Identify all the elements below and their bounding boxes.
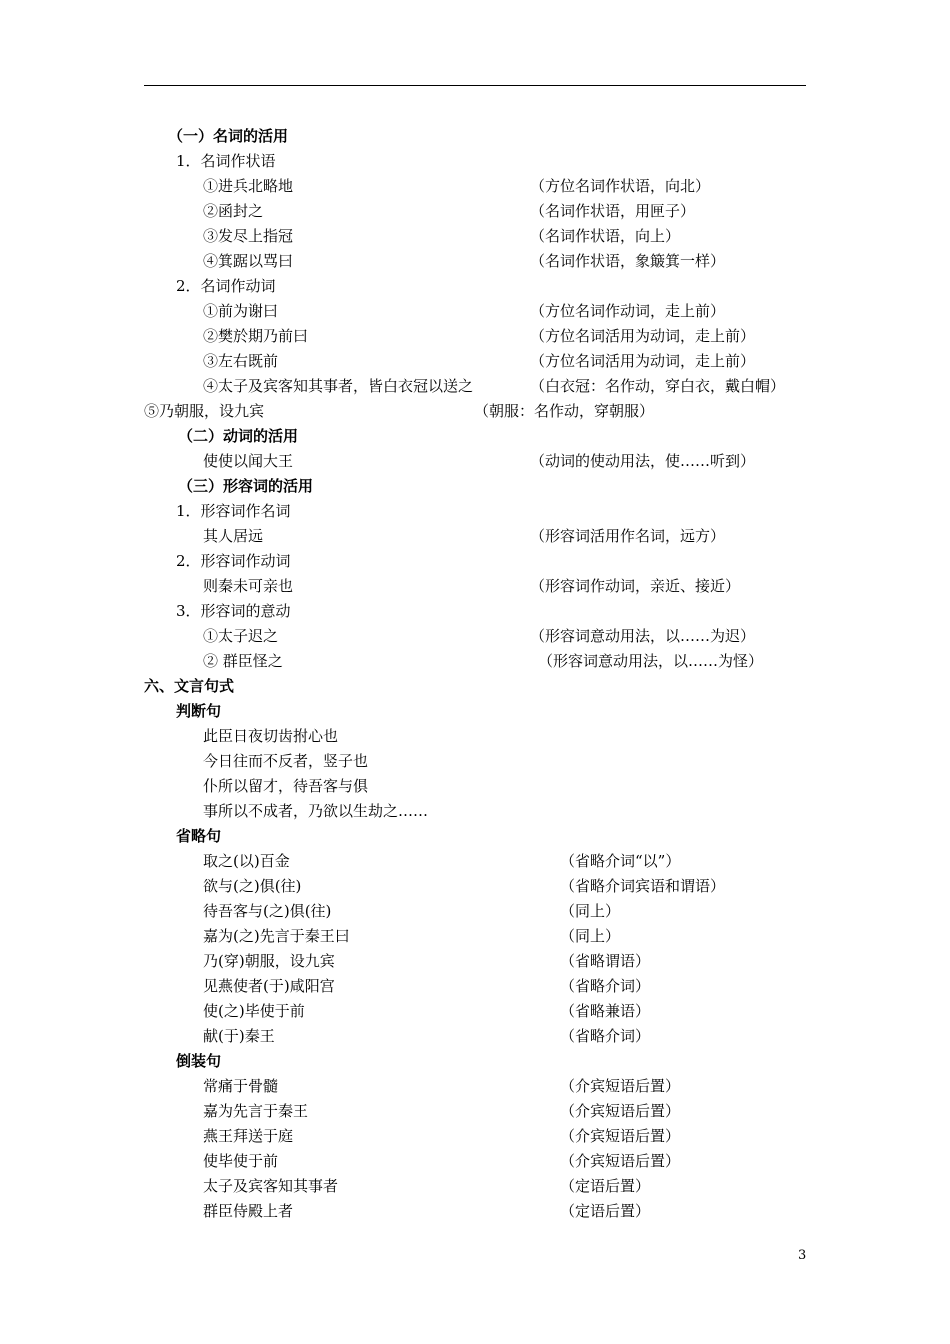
example-line: ②樊於期乃前曰 (203, 327, 309, 345)
adjective-conative-subheading: 3．形容词的意动 (176, 602, 291, 620)
header-rule (144, 85, 806, 86)
example-note: （方位名词作状语，向北） (530, 177, 711, 195)
example-line: 使使以闻大王 (203, 452, 294, 470)
example-line: ②函封之 (203, 202, 264, 220)
example-line: ①前为谢曰 (203, 302, 279, 320)
example-note: （方位名词活用为动词，走上前） (530, 327, 756, 345)
page-number: 3 (798, 1248, 807, 1263)
example-line: 常痛于骨髓 (203, 1077, 279, 1095)
example-note: （省略介词宾语和谓语） (560, 877, 726, 895)
example-note: （介宾短语后置） (560, 1102, 681, 1120)
example-note: （省略介词） (560, 1027, 651, 1045)
example-note: （定语后置） (560, 1202, 651, 1220)
example-note: （名词作状语，用匣子） (530, 202, 696, 220)
example-line: 此臣日夜切齿拊心也 (203, 727, 339, 745)
example-line: ③发尽上指冠 (203, 227, 294, 245)
example-note: （介宾短语后置） (560, 1077, 681, 1095)
example-note: （朝服：名作动，穿朝服） (474, 402, 655, 420)
example-line: 仆所以留才，待吾客与俱 (203, 777, 369, 795)
judgment-sentence-heading: 判断句 (176, 702, 222, 720)
syntax-heading: 六、文言句式 (144, 677, 235, 695)
example-line: 取之(以)百金 (203, 852, 290, 870)
inverted-sentence-heading: 倒装句 (176, 1052, 222, 1070)
example-note: （省略介词“以”） (560, 852, 681, 870)
example-note: （白衣冠：名作动，穿白衣，戴白帽） (530, 377, 786, 395)
example-note: （形容词活用作名词，远方） (530, 527, 726, 545)
noun-verb-subheading: 2．名词作动词 (176, 277, 276, 295)
example-note: （定语后置） (560, 1177, 651, 1195)
example-note: （省略介词） (560, 977, 651, 995)
example-note: （方位名词活用为动词，走上前） (530, 352, 756, 370)
example-note: （同上） (560, 927, 621, 945)
adjective-verb-subheading: 2．形容词作动词 (176, 552, 291, 570)
example-note: （同上） (560, 902, 621, 920)
example-line: 欲与(之)俱(往) (203, 877, 302, 895)
example-line: 乃(穿)朝服，设九宾 (203, 952, 335, 970)
noun-usage-heading: （一）名词的活用 (168, 127, 289, 145)
example-line: ② 群臣怪之 (203, 652, 283, 670)
example-note: （形容词意动用法，以……为迟） (530, 627, 756, 645)
example-line: 使毕使于前 (203, 1152, 279, 1170)
example-line: 献(于)秦王 (203, 1027, 275, 1045)
example-line: 燕王拜送于庭 (203, 1127, 294, 1145)
adjective-usage-heading: （三）形容词的活用 (178, 477, 314, 495)
example-note: （形容词作动词，亲近、接近） (530, 577, 741, 595)
example-line: 见燕使者(于)咸阳宫 (203, 977, 335, 995)
example-note: （省略兼语） (560, 1002, 651, 1020)
example-line: 使(之)毕使于前 (203, 1002, 305, 1020)
noun-adverbial-subheading: 1．名词作状语 (176, 152, 276, 170)
example-note: （方位名词作动词，走上前） (530, 302, 726, 320)
example-note: （名词作状语，向上） (530, 227, 681, 245)
adjective-noun-subheading: 1．形容词作名词 (176, 502, 291, 520)
example-line: ①进兵北略地 (203, 177, 294, 195)
ellipsis-sentence-heading: 省略句 (176, 827, 222, 845)
example-line: 今日往而不反者，竖子也 (203, 752, 369, 770)
example-line: ④箕踞以骂曰 (203, 252, 294, 270)
example-note: （动词的使动用法，使……听到） (530, 452, 756, 470)
example-line: 其人居远 (203, 527, 264, 545)
example-note: （省略谓语） (560, 952, 651, 970)
example-note: （形容词意动用法，以……为怪） (538, 652, 764, 670)
example-line: 群臣侍殿上者 (203, 1202, 294, 1220)
example-line: ⑤乃朝服，设九宾 (144, 402, 265, 420)
example-line: 太子及宾客知其事者 (203, 1177, 339, 1195)
example-note: （名词作状语，象簸箕一样） (530, 252, 726, 270)
verb-usage-heading: （二）动词的活用 (178, 427, 299, 445)
example-line: 事所以不成者，乃欲以生劫之…… (203, 802, 429, 820)
example-note: （介宾短语后置） (560, 1127, 681, 1145)
example-line: ①太子迟之 (203, 627, 279, 645)
example-line: ④太子及宾客知其事者，皆白衣冠以送之 (203, 377, 474, 395)
example-line: 待吾客与(之)俱(往) (203, 902, 332, 920)
example-note: （介宾短语后置） (560, 1152, 681, 1170)
example-line: 嘉为(之)先言于秦王曰 (203, 927, 350, 945)
example-line: 嘉为先言于秦王 (203, 1102, 309, 1120)
example-line: ③左右既前 (203, 352, 279, 370)
example-line: 则秦未可亲也 (203, 577, 294, 595)
